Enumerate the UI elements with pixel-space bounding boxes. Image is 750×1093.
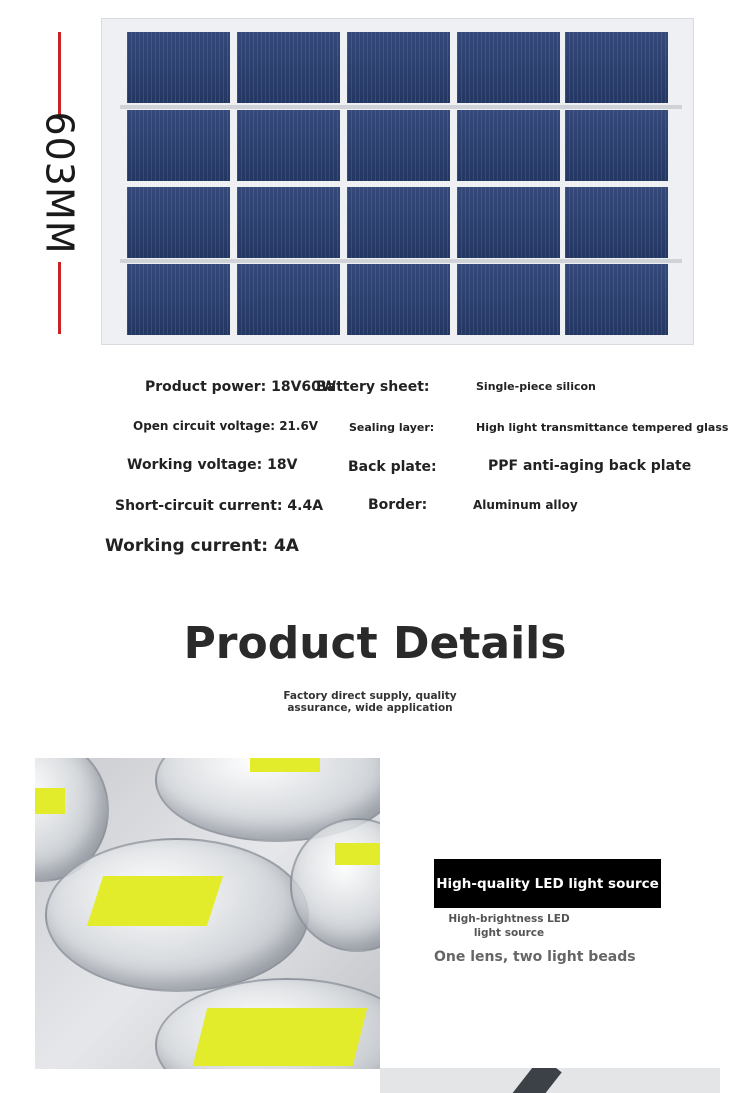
led-chip xyxy=(87,876,223,926)
next-product-image xyxy=(380,1068,720,1093)
spec-back-plate-value: PPF anti-aging back plate xyxy=(488,458,692,474)
led-lens-text: One lens, two light beads xyxy=(434,949,636,965)
spec-short-circuit-current: Short-circuit current: 4.4A xyxy=(115,498,324,514)
spec-sealing-layer-label: Sealing layer: xyxy=(349,421,435,434)
dimension-label: 603MM xyxy=(38,111,83,255)
spec-border-label: Border: xyxy=(368,497,428,513)
solar-cell xyxy=(237,32,340,103)
solar-cell xyxy=(127,264,230,335)
spec-product-power: Product power: 18V60W xyxy=(145,379,337,395)
spec-border-value: Aluminum alloy xyxy=(473,498,578,512)
spec-battery-sheet-label: Battery sheet: xyxy=(316,379,430,395)
dimension-line-top xyxy=(58,32,61,116)
led-lens-image xyxy=(35,758,380,1069)
solar-cell xyxy=(347,187,450,258)
solar-panel-image xyxy=(101,18,694,345)
solar-cell xyxy=(237,187,340,258)
led-feature-badge: High-quality LED light source xyxy=(434,859,661,908)
solar-cell xyxy=(347,110,450,181)
solar-cell xyxy=(127,187,230,258)
led-chip xyxy=(335,843,380,865)
panel-busbar xyxy=(120,105,682,109)
solar-cell xyxy=(457,264,560,335)
solar-cell xyxy=(347,32,450,103)
solar-cell xyxy=(347,264,450,335)
solar-cell xyxy=(127,110,230,181)
spec-sealing-layer-value: High light transmittance tempered glass xyxy=(476,421,729,434)
led-feature-subtitle: High-brightness LED light source xyxy=(448,913,570,939)
solar-cell xyxy=(565,187,668,258)
led-chip xyxy=(35,788,65,814)
dimension-line-bottom xyxy=(58,262,61,334)
solar-cell xyxy=(565,110,668,181)
solar-cell xyxy=(457,110,560,181)
solar-cell xyxy=(565,32,668,103)
solar-cell xyxy=(237,110,340,181)
solar-cell xyxy=(457,32,560,103)
solar-cell xyxy=(457,187,560,258)
spec-open-circuit-voltage: Open circuit voltage: 21.6V xyxy=(133,419,319,433)
solar-cell xyxy=(565,264,668,335)
section-title: Product Details xyxy=(183,618,567,669)
spec-working-voltage: Working voltage: 18V xyxy=(127,457,298,473)
lamp-pole xyxy=(504,1068,561,1093)
led-chip xyxy=(250,758,320,772)
section-subtitle: Factory direct supply, quality assurance, wide application xyxy=(283,690,457,714)
led-chip xyxy=(193,1008,367,1066)
spec-battery-sheet-value: Single-piece silicon xyxy=(476,380,596,393)
solar-cell xyxy=(237,264,340,335)
panel-busbar xyxy=(120,259,682,263)
solar-cell xyxy=(127,32,230,103)
spec-working-current: Working current: 4A xyxy=(105,536,299,556)
spec-back-plate-label: Back plate: xyxy=(348,459,437,475)
